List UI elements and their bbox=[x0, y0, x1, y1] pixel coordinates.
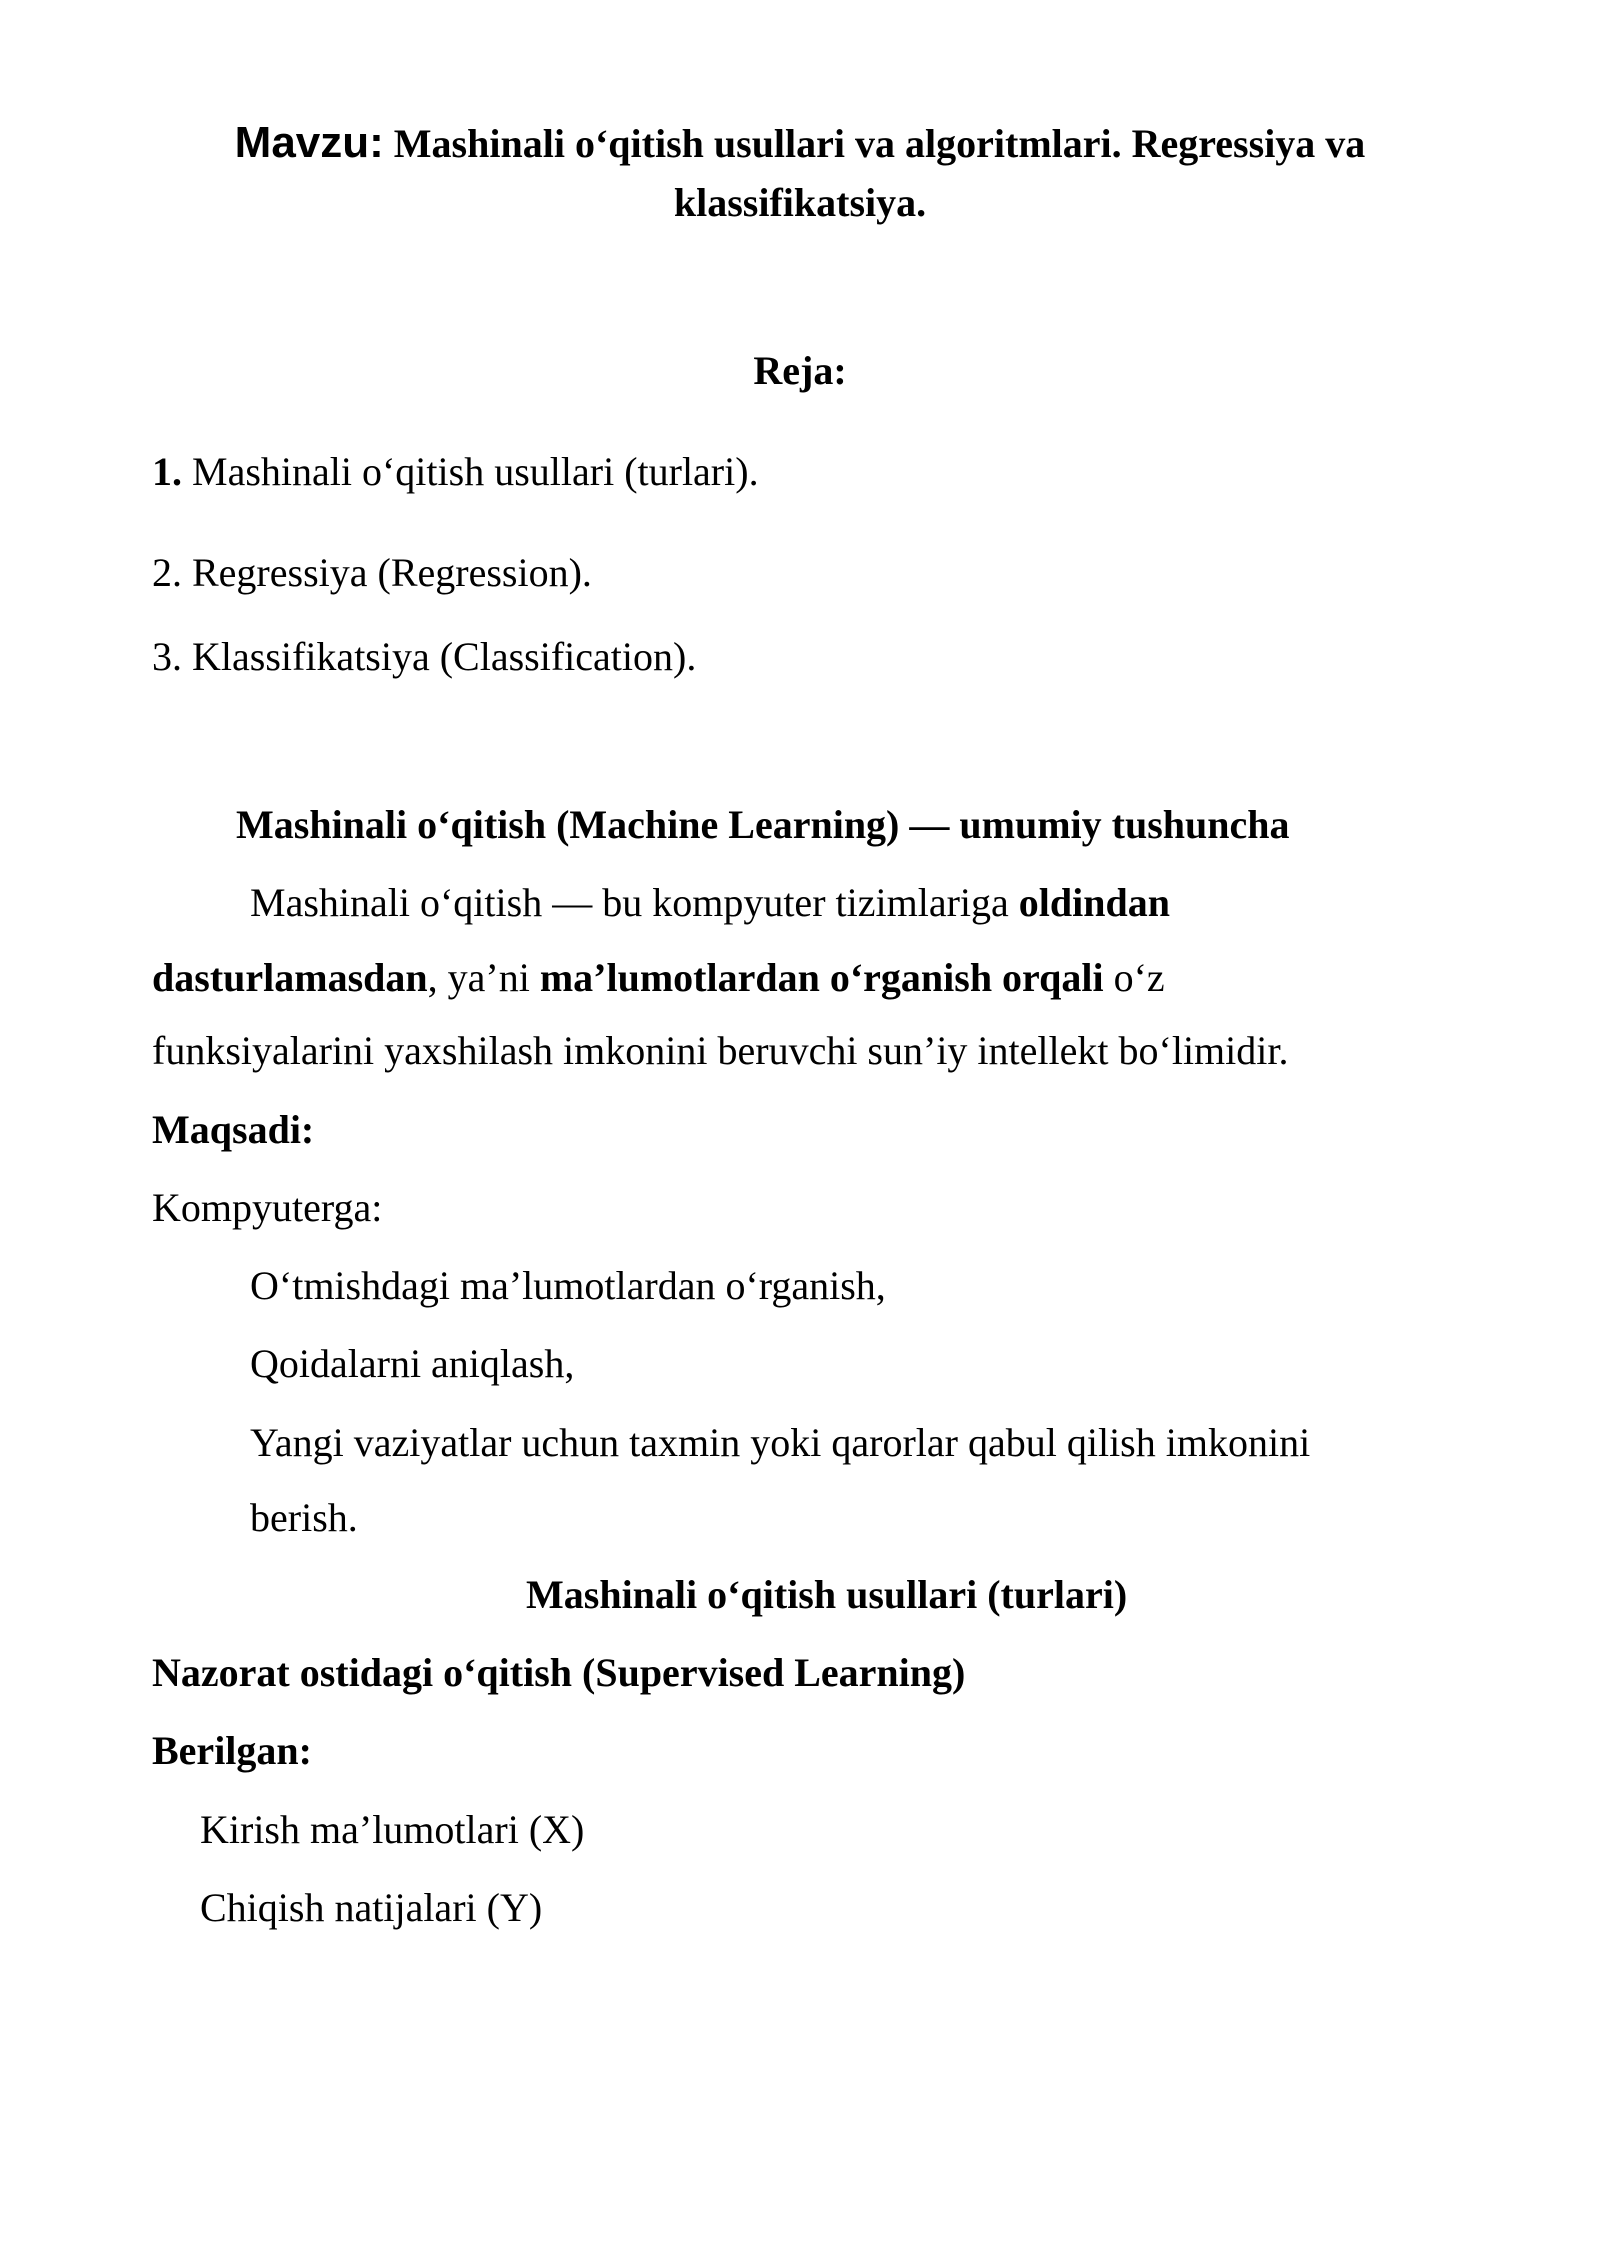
plan-item-text: Mashinali o‘qitish usullari (turlari). bbox=[192, 449, 759, 494]
title-line-2: klassifikatsiya. bbox=[673, 180, 927, 225]
plan-heading: Reja: bbox=[753, 348, 847, 393]
goal-heading: Maqsadi: bbox=[152, 1107, 315, 1152]
given-heading: Berilgan: bbox=[152, 1728, 312, 1773]
given-item: Kirish ma’lumotlari (X) bbox=[200, 1807, 585, 1852]
ml-bold-text: dasturlamasdan bbox=[152, 955, 428, 1000]
goal-item: Qoidalarni aniqlash, bbox=[250, 1341, 575, 1386]
ml-paragraph-line-3: funksiyalarini yaxshilash imkonini beruvchi sun’iy intellekt bo‘limidir. bbox=[152, 1028, 1289, 1073]
plan-item-1 bbox=[152, 447, 759, 497]
goal-item: Yangi vaziyatlar uchun taxmin yoki qarorlar qabul qilish imkonini bbox=[250, 1420, 1311, 1465]
title-prefix: Mavzu: bbox=[234, 118, 384, 167]
plan-item-number: 2. bbox=[152, 550, 182, 595]
ml-bold-text: oldindan bbox=[1018, 880, 1170, 925]
ml-paragraph-line-1 bbox=[250, 878, 1170, 928]
types-heading: Mashinali o‘qitish usullari (turlari) bbox=[526, 1572, 1128, 1617]
goal-item: berish. bbox=[250, 1495, 358, 1540]
ml-section-heading: Mashinali o‘qitish (Machine Learning) — umumiy tushuncha bbox=[236, 802, 1290, 847]
ml-paragraph-line-2 bbox=[152, 953, 1165, 1003]
ml-bold-text: ma’lumotlardan o‘rganish orqali bbox=[539, 955, 1104, 1000]
goal-item: O‘tmishdagi ma’lumotlardan o‘rganish, bbox=[250, 1263, 886, 1308]
plan-item-number: 3. bbox=[152, 634, 182, 679]
plan-item-text: Regressiya (Regression). bbox=[192, 550, 592, 595]
plan-item-2 bbox=[152, 548, 592, 598]
plan-item-3 bbox=[152, 632, 696, 682]
plan-item-number: 1. bbox=[152, 449, 182, 494]
ml-text: , ya’ni bbox=[427, 955, 540, 1000]
ml-text: o‘z bbox=[1103, 955, 1165, 1000]
ml-text: Mashinali o‘qitish — bu kompyuter tizimlariga bbox=[250, 880, 1019, 925]
document-title bbox=[0, 118, 1600, 169]
title-line-1: Mashinali o‘qitish usullari va algoritmlari. Regressiya va bbox=[393, 121, 1366, 166]
goal-intro: Kompyuterga: bbox=[152, 1185, 383, 1230]
given-item: Chiqish natijalari (Y) bbox=[200, 1885, 543, 1930]
supervised-heading: Nazorat ostidagi o‘qitish (Supervised Learning) bbox=[152, 1650, 966, 1695]
plan-item-text: Klassifikatsiya (Classification). bbox=[192, 634, 697, 679]
